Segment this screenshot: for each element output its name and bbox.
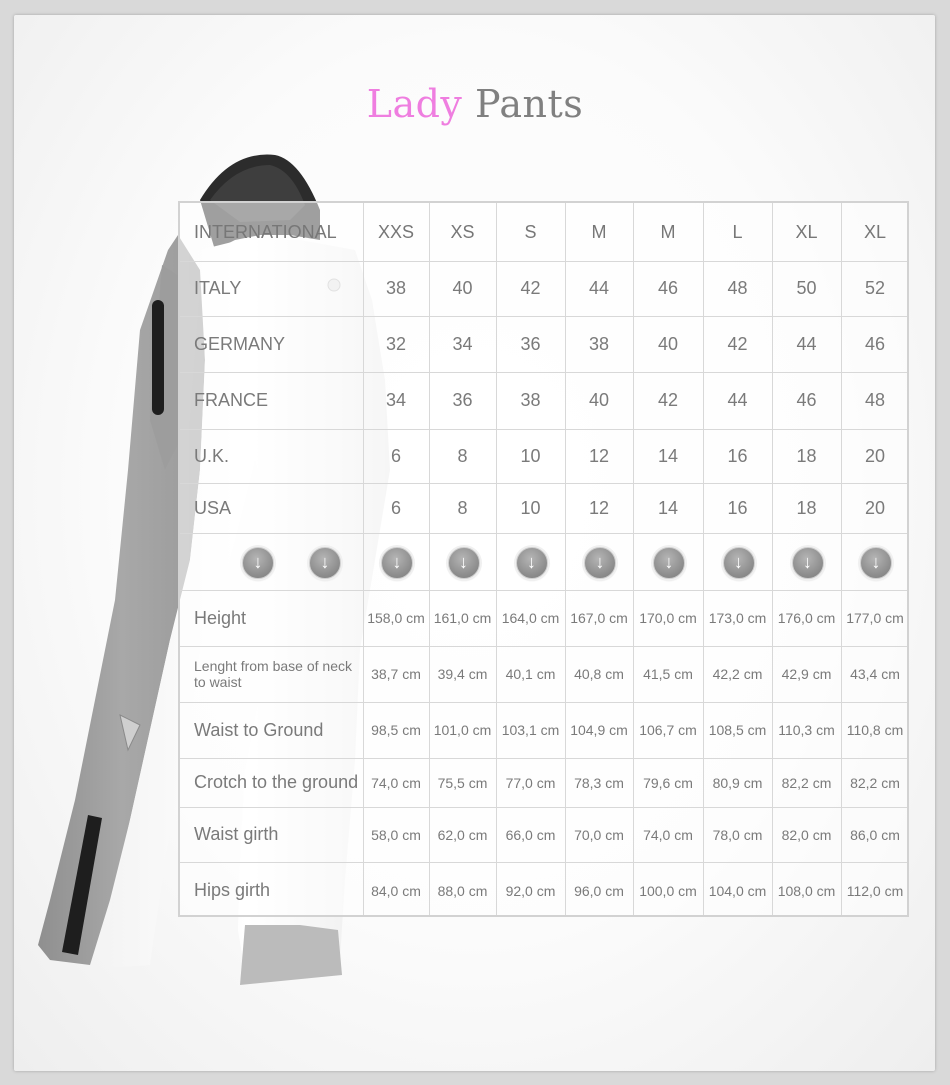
measure-value: 41,5 cm: [643, 666, 693, 682]
size-value: 12: [588, 497, 610, 518]
size-value: 40: [657, 333, 679, 354]
title-main: Pants: [475, 82, 584, 126]
measure-value: 66,0 cm: [505, 826, 556, 843]
measure-value: 82,0 cm: [781, 826, 832, 843]
size-value: 38: [385, 278, 407, 298]
measure-value: 40,1 cm: [505, 666, 556, 682]
measure-label: Waist to Ground: [194, 719, 324, 740]
measure-value: 62,0 cm: [437, 826, 488, 843]
size-value: 42: [727, 333, 748, 354]
arrow-down-circle-icon: ↓: [242, 547, 274, 579]
size-value: 32: [385, 333, 407, 354]
measure-value: 110,3 cm: [778, 722, 835, 738]
measure-value: 58,0 cm: [371, 826, 421, 843]
measure-value: 103,1 cm: [501, 722, 560, 738]
measure-value: 80,9 cm: [712, 774, 763, 791]
arrow-down-circle-icon: ↓: [584, 547, 616, 579]
measure-label: Waist girth: [194, 824, 279, 844]
size-value: 34: [452, 333, 473, 354]
measure-value: 86,0 cm: [850, 826, 900, 843]
measure-value: 177,0 cm: [846, 610, 904, 626]
measure-value: 100,0 cm: [639, 882, 697, 899]
size-column-header: XL: [795, 221, 818, 242]
size-value: 14: [657, 497, 679, 518]
measure-value: 78,0 cm: [712, 826, 763, 843]
measure-value: 82,2 cm: [781, 774, 832, 791]
arrow-down-circle-icon: ↓: [448, 547, 480, 579]
measure-value: 158,0 cm: [367, 610, 425, 626]
measure-value: 173,0 cm: [708, 610, 767, 626]
measure-value: 104,0 cm: [708, 882, 767, 899]
arrow-down-circle-icon: ↓: [516, 547, 548, 579]
size-value: 44: [588, 278, 610, 298]
size-value: 46: [796, 390, 817, 410]
measure-value: 75,5 cm: [437, 774, 488, 791]
measure-value: 101,0 cm: [433, 722, 492, 738]
size-value: 36: [520, 333, 541, 354]
measure-label: Hips girth: [194, 880, 271, 900]
measure-value: 110,8 cm: [846, 722, 904, 738]
measure-value: 79,6 cm: [643, 774, 693, 791]
size-value: 18: [796, 445, 817, 466]
measure-value: 96,0 cm: [574, 882, 624, 899]
measure-value: 176,0 cm: [777, 610, 836, 626]
size-value: 36: [452, 390, 473, 410]
size-value: 38: [520, 390, 541, 410]
measure-value: 92,0 cm: [505, 882, 556, 899]
arrow-down-circle-icon: ↓: [792, 547, 824, 579]
measure-value: 42,2 cm: [712, 666, 763, 682]
size-value: 48: [727, 278, 748, 298]
size-value: 20: [864, 497, 886, 518]
size-column-header: XL: [863, 221, 887, 242]
size-value: 50: [796, 278, 817, 298]
measure-value: 42,9 cm: [781, 666, 832, 682]
size-value: 46: [864, 333, 886, 354]
measure-value: 84,0 cm: [371, 882, 421, 899]
size-value: 10: [520, 497, 541, 518]
size-value: 6: [390, 445, 401, 466]
size-column-header: M: [591, 221, 607, 242]
size-value: 48: [864, 390, 886, 410]
title-accent: Lady: [366, 82, 463, 126]
country-label: GERMANY: [194, 333, 286, 354]
size-column-header: S: [524, 221, 537, 242]
arrow-down-circle-icon: ↓: [309, 547, 341, 579]
measure-value: 88,0 cm: [437, 882, 488, 899]
measure-value: 40,8 cm: [574, 666, 624, 682]
size-value: 10: [520, 445, 541, 466]
arrow-down-circle-icon: ↓: [653, 547, 685, 579]
country-label: USA: [194, 497, 232, 518]
size-value: 42: [657, 390, 679, 410]
measure-value: 170,0 cm: [639, 610, 697, 626]
measure-value: 108,5 cm: [708, 722, 767, 738]
size-value: 8: [457, 497, 468, 518]
size-value: 46: [657, 278, 679, 298]
arrow-down-circle-icon: ↓: [381, 547, 413, 579]
measure-value: 98,5 cm: [371, 722, 421, 738]
country-label: U.K.: [194, 445, 230, 466]
row-divider: [180, 533, 907, 534]
size-value: 8: [457, 445, 468, 466]
size-column-header: M: [660, 221, 676, 242]
size-value: 40: [452, 278, 473, 298]
size-column-header: XS: [450, 221, 475, 242]
country-label: ITALY: [194, 278, 242, 298]
size-value: 44: [796, 333, 817, 354]
measure-value: 161,0 cm: [433, 610, 492, 626]
measure-value: 70,0 cm: [574, 826, 624, 843]
measure-value: 164,0 cm: [501, 610, 560, 626]
size-value: 52: [864, 278, 886, 298]
arrow-down-circle-icon: ↓: [860, 547, 892, 579]
header-label-international: INTERNATIONAL: [194, 221, 337, 242]
size-value: 12: [588, 445, 610, 466]
measure-value: 43,4 cm: [850, 666, 900, 682]
size-value: 44: [727, 390, 748, 410]
size-value: 20: [864, 445, 886, 466]
size-value: 38: [588, 333, 610, 354]
measure-value: 106,7 cm: [639, 722, 697, 738]
size-value: 16: [727, 445, 748, 466]
measure-label: Crotch to the ground: [194, 772, 359, 792]
measure-value: 104,9 cm: [570, 722, 628, 738]
measure-value: 38,7 cm: [371, 666, 421, 682]
size-value: 18: [796, 497, 817, 518]
size-value: 14: [657, 445, 679, 466]
measure-value: 78,3 cm: [574, 774, 624, 791]
measure-label: Lenght from base of neck to waist: [194, 658, 352, 690]
size-value: 6: [390, 497, 401, 518]
measure-value: 167,0 cm: [570, 610, 628, 626]
size-column-header: L: [732, 221, 743, 242]
measure-value: 77,0 cm: [505, 774, 556, 791]
size-table: [178, 201, 909, 917]
arrow-down-circle-icon: ↓: [723, 547, 755, 579]
size-column-header: XXS: [377, 221, 415, 242]
size-value: 40: [588, 390, 610, 410]
measure-value: 112,0 cm: [846, 882, 904, 899]
measure-value: 39,4 cm: [437, 666, 488, 682]
measure-value: 74,0 cm: [643, 826, 693, 843]
measure-value: 74,0 cm: [371, 774, 421, 791]
measure-value: 82,2 cm: [850, 774, 900, 791]
measure-label: Height: [194, 607, 247, 628]
measure-value: 108,0 cm: [777, 882, 836, 899]
size-value: 42: [520, 278, 541, 298]
country-label: FRANCE: [194, 390, 269, 410]
size-value: 16: [727, 497, 748, 518]
size-value: 34: [385, 390, 407, 410]
